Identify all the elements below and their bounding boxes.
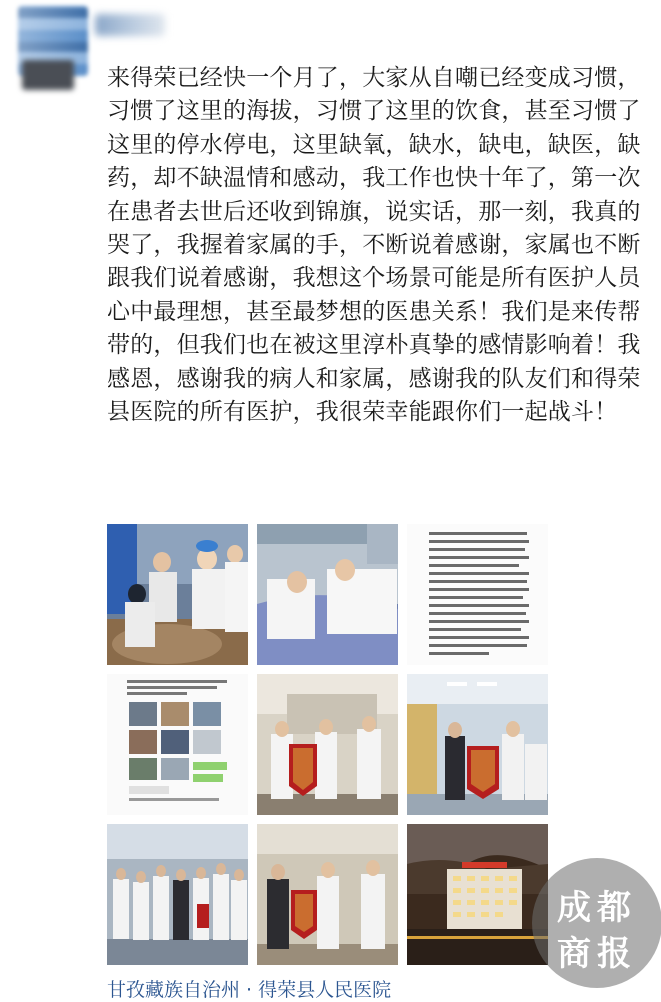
username-blurred[interactable] (95, 14, 165, 36)
photo-hospital-building[interactable] (407, 824, 548, 965)
avatar-blur-block (22, 60, 74, 90)
photo-banner-presentation-2[interactable] (407, 674, 548, 815)
photo-hallway-group[interactable] (107, 824, 248, 965)
photo-banner-presentation-3[interactable] (257, 824, 398, 965)
watermark-line-2: 商报 (557, 934, 637, 974)
newspaper-watermark (532, 858, 661, 988)
photo-chat-screenshot[interactable] (107, 674, 248, 815)
photo-patient-bed[interactable] (257, 524, 398, 665)
photo-bedside-team[interactable] (107, 524, 248, 665)
photo-text-screenshot[interactable] (407, 524, 548, 665)
photo-banner-presentation-1[interactable] (257, 674, 398, 815)
post-text: 来得荣已经快一个月了，大家从自嘲已经变成习惯，习惯了这里的海拔，习惯了这里的饮食，甚至习惯了这里的停水停电，这里缺氧，缺水，缺电，缺医，缺药，却不缺温情和感动，我工作也快十年了，第一次在患者去世后还收到锦旗，说实话，那一刻，我真的哭了，我握着家属的手，不断说着感谢，家属也不断跟我们说着感谢，我想这个场景可能是所有医护人员心中最理想，甚至最梦想的医患关系！我们是来传帮带的，但我们也在被这里淳朴真挚的感情影响着！我感恩，感谢我的病人和家属，感谢我的队友们和得荣县医院的所有医护，我很荣幸能跟你们一起战斗！ (107, 65, 641, 426)
location-link[interactable]: 甘孜藏族自治州 · 得荣县人民医院 (107, 979, 392, 1001)
watermark-line-1: 成都 (557, 888, 637, 928)
